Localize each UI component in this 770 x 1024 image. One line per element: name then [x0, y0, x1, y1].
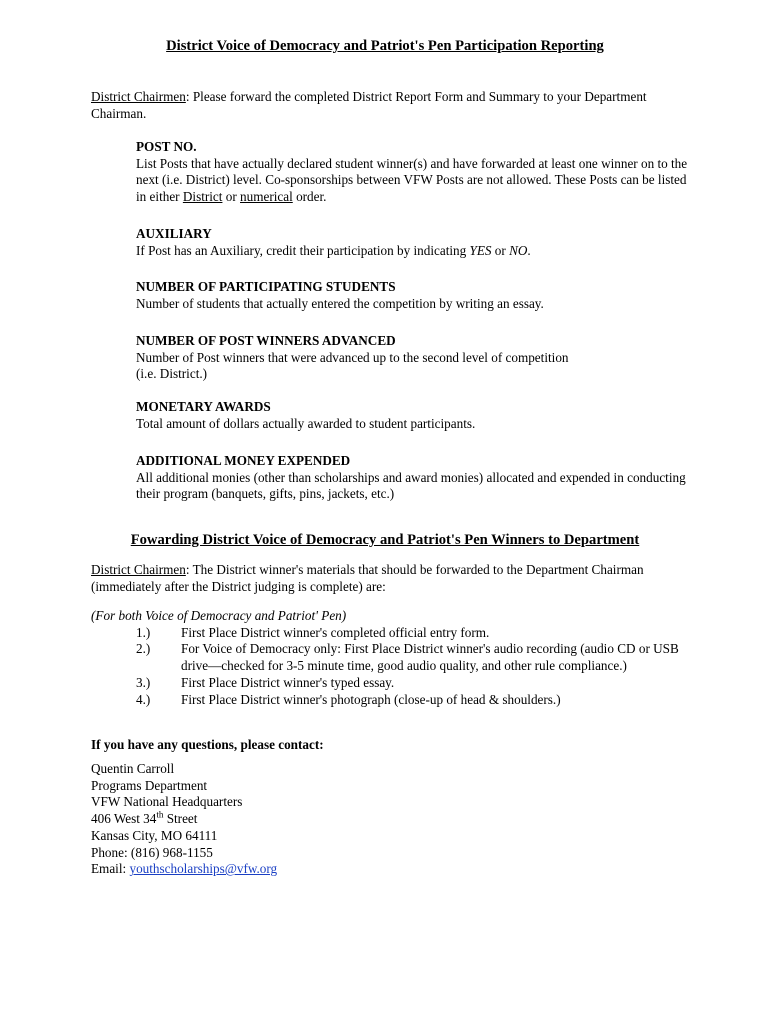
section-text: All additional monies (other than scholarships and award monies) allocated and expended in conducting their program (banquets, gifts, pins, jackets, etc.) — [136, 469, 686, 502]
section-students — [136, 279, 696, 312]
contact-department: Programs Department — [91, 777, 208, 793]
auxiliary-text: If Post has an Auxiliary, credit their participation by indicating — [136, 242, 470, 258]
street-number: 406 West 34 — [91, 811, 157, 827]
list-number: 1.) — [136, 624, 151, 640]
street-word: Street — [163, 811, 198, 827]
or-word: or — [491, 242, 510, 258]
or-word: or — [222, 189, 241, 205]
intro-label: District Chairmen — [91, 89, 186, 104]
section-heading: ADDITIONAL MONEY EXPENDED — [136, 453, 351, 468]
contact-email-line — [91, 861, 691, 878]
section-text: Number of students that actually entered the competition by writing an essay. — [136, 295, 544, 311]
forward-label: District Chairmen — [91, 562, 186, 577]
email-link[interactable]: youthscholarships@vfw.org — [129, 861, 278, 877]
section-additional — [136, 453, 696, 503]
list-item — [91, 625, 691, 642]
street-suffix: th — [156, 809, 164, 820]
section-heading: AUXILIARY — [136, 226, 212, 241]
list-number: 2.) — [136, 641, 151, 657]
period: . — [527, 242, 531, 258]
list-item — [91, 641, 691, 674]
contact-street — [91, 811, 691, 828]
list-text: First Place District winner's photograph (close-up of head & shoulders.) — [181, 691, 561, 707]
list-text: First Place District winner's completed official entry form. — [181, 624, 490, 640]
page-title: District Voice of Democracy and Patriot's Pen Participation Reporting — [166, 38, 604, 54]
no-word: NO — [509, 242, 528, 258]
forward-paragraph — [91, 562, 691, 595]
email-label: Email: — [91, 861, 130, 877]
section-heading: NUMBER OF POST WINNERS ADVANCED — [136, 333, 396, 348]
contact-name: Quentin Carroll — [91, 761, 175, 776]
section-text — [136, 243, 696, 260]
contact-phone: Phone: (816) 968-1155 — [91, 844, 213, 860]
section-auxiliary — [136, 226, 696, 259]
forward-text: : The District winner's materials that should be forwarded to the Department Chairman (immediately after the District judging is complete) are: — [91, 562, 644, 594]
list-number: 3.) — [136, 674, 151, 690]
forward-note: (For both Voice of Democracy and Patriot' Pen) — [91, 608, 347, 623]
contact-city: Kansas City, MO 64111 — [91, 827, 218, 843]
section-text: Total amount of dollars actually awarded to student participants. — [136, 415, 476, 431]
contact-block — [91, 761, 691, 878]
section-heading: POST NO. — [136, 139, 197, 154]
list-text: For Voice of Democracy only: First Place District winner's audio recording (audio CD or USB drive—checked for 3-5 minute time, good audio quality, and other rule compliance.) — [181, 641, 679, 674]
section-heading: NUMBER OF PARTICIPATING STUDENTS — [136, 279, 396, 294]
contact-hq: VFW National Headquarters — [91, 794, 243, 810]
section-title-forwarding: Fowarding District Voice of Democracy and Patriot's Pen Winners to Department — [130, 532, 640, 548]
order-word: order. — [292, 189, 327, 205]
section-winners — [136, 333, 696, 383]
list-number: 4.) — [136, 691, 151, 707]
intro-text: : Please forward the completed District Report Form and Summary to your Department Chairman. — [91, 89, 647, 121]
section-monetary — [136, 399, 696, 432]
section-heading: MONETARY AWARDS — [136, 399, 271, 414]
section-text-line1: Number of Post winners that were advanced up to the second level of competition — [136, 349, 569, 365]
district-word: District — [182, 189, 223, 205]
section-post-no — [136, 139, 696, 206]
list-item — [91, 692, 691, 709]
list-text: First Place District winner's typed essay. — [181, 674, 395, 690]
post-no-text: List Posts that have actually declared student winner(s) and have forwarded at least one winner on to the next (i.e. District) level. Co-sponsorships between VFW Posts are not allowed. These Posts can be listed in either — [136, 155, 688, 205]
intro-paragraph — [91, 89, 691, 122]
contact-heading: If you have any questions, please contact: — [91, 737, 324, 752]
forward-list — [91, 608, 691, 708]
section-text — [136, 156, 696, 206]
section-text-line2: (i.e. District.) — [136, 366, 208, 382]
numerical-word: numerical — [240, 189, 293, 205]
yes-word: YES — [469, 242, 492, 258]
list-item — [91, 675, 691, 692]
